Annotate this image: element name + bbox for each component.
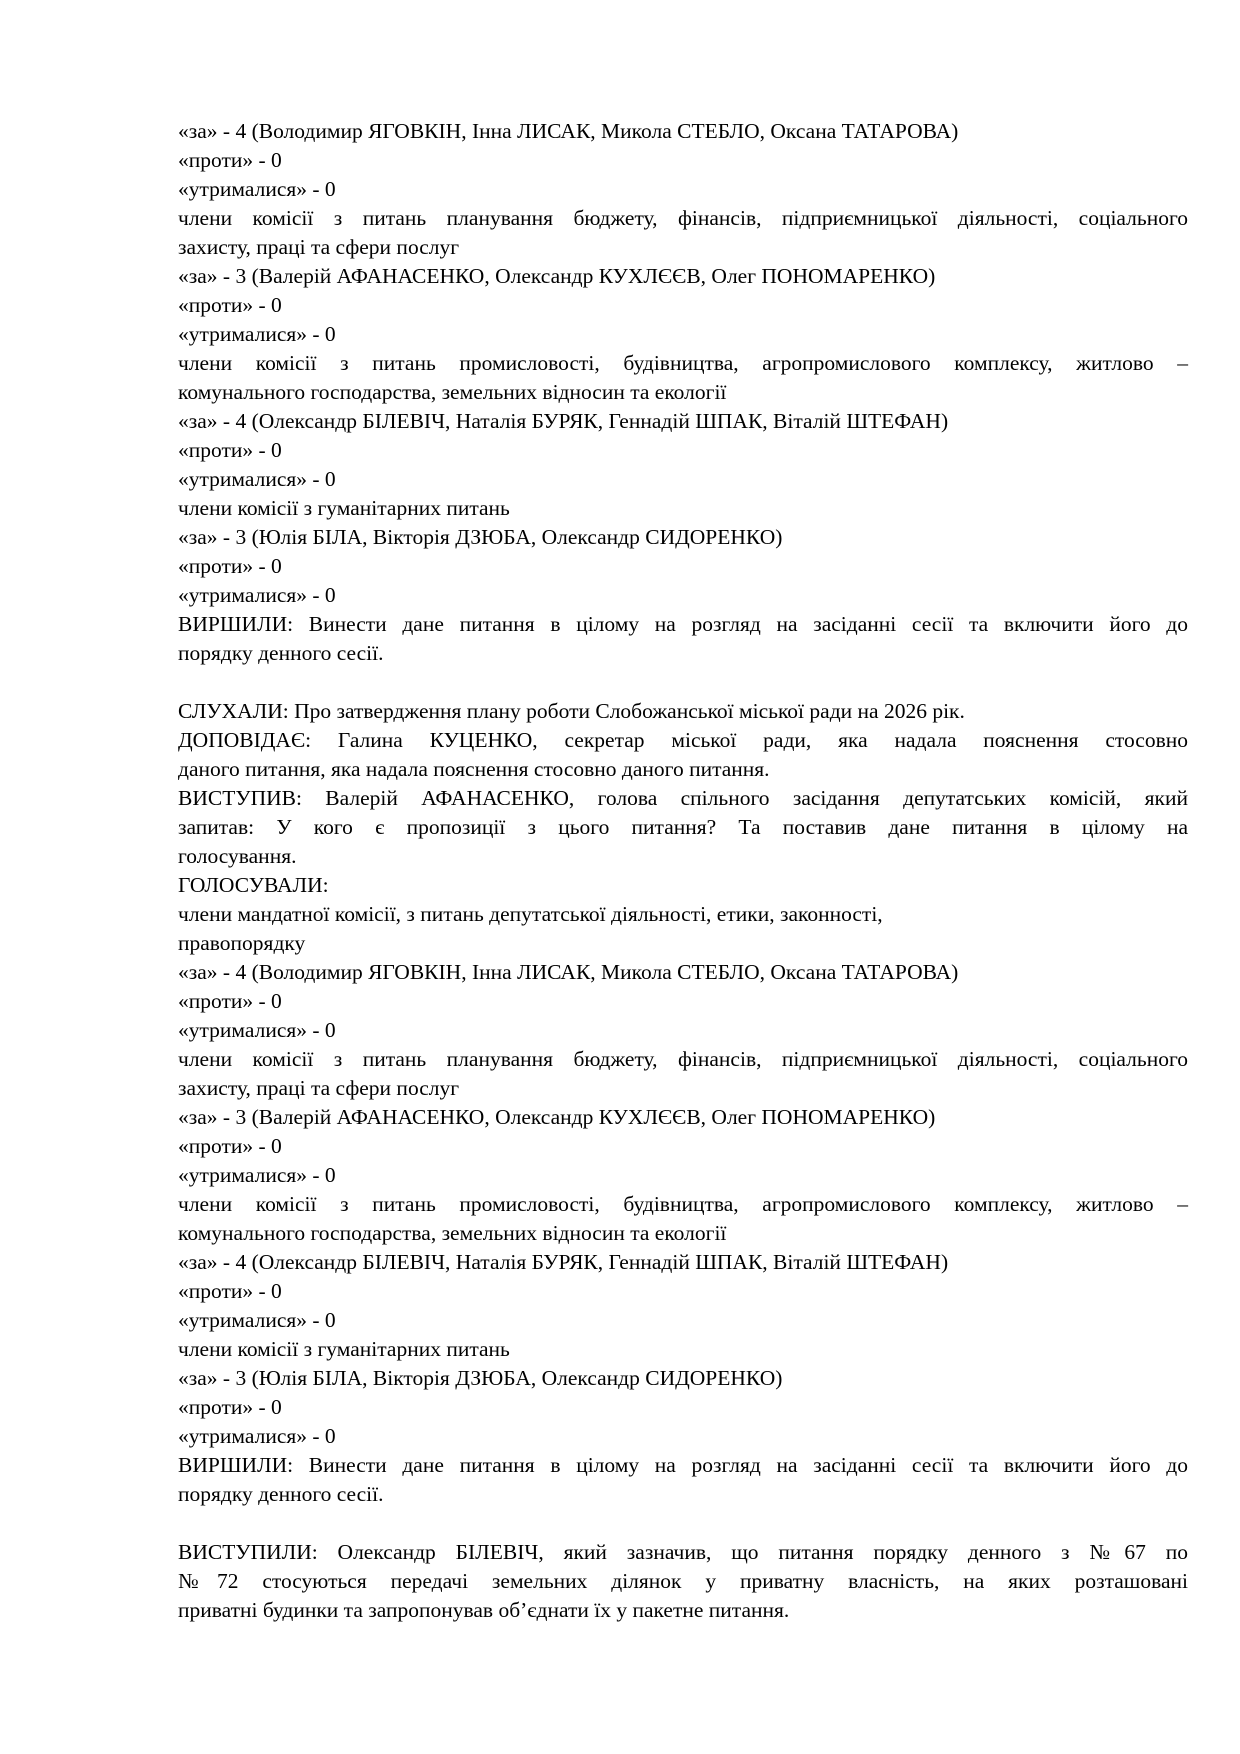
text-line: члени комісії з питань промисловості, будівництва, агропромислового комплексу, житлово – [178,1192,1188,1216]
text-line: «утрималися» - 0 [178,583,336,607]
text-line: «утрималися» - 0 [178,1018,336,1042]
text-line: «проти» - 0 [178,1395,282,1419]
text-line: «утрималися» - 0 [178,467,336,491]
text-line: члени комісії з питань промисловості, будівництва, агропромислового комплексу, житлово – [178,351,1188,375]
text-line: «проти» - 0 [178,293,282,317]
text-line: «за» - 3 (Валерій АФАНАСЕНКО, Олександр КУХЛЄЄВ, Олег ПОНОМАРЕНКО) [178,1105,936,1129]
text-line: СЛУХАЛИ: Про затвердження плану роботи Слобожанської міської ради на 2026 рік. [178,699,965,723]
text-line: «за» - 3 (Валерій АФАНАСЕНКО, Олександр КУХЛЄЄВ, Олег ПОНОМАРЕНКО) [178,264,936,288]
text-line: «за» - 3 (Юлія БІЛА, Вікторія ДЗЮБА, Олександр СИДОРЕНКО) [178,1366,783,1390]
text-line: члени комісії з питань планування бюджету, фінансів, підприємницької діяльності, соціального [178,1047,1188,1071]
text-line: «за» - 3 (Юлія БІЛА, Вікторія ДЗЮБА, Олександр СИДОРЕНКО) [178,525,783,549]
paragraph-gap [178,1509,1188,1538]
text-line: «утрималися» - 0 [178,1163,336,1187]
document-body [178,117,1188,1625]
text-line: «проти» - 0 [178,1134,282,1158]
text-line: даного питання, яка надала пояснення стосовно даного питання. [178,757,770,781]
text-line: комунального господарства, земельних відносин та екології [178,380,727,404]
text-line: захисту, праці та сфери послуг [178,235,460,259]
text-line: порядку денного сесії. [178,641,384,665]
text-line: ГОЛОСУВАЛИ: [178,873,329,897]
text-line: «проти» - 0 [178,989,282,1013]
text-line: захисту, праці та сфери послуг [178,1076,460,1100]
text-line: «проти» - 0 [178,554,282,578]
text-line: приватні будинки та запропонував об’єднати їх у пакетне питання. [178,1598,790,1622]
text-line: запитав: У кого є пропозиції з цього питання? Та поставив дане питання в цілому на [178,815,1188,839]
text-line: «за» - 4 (Володимир ЯГОВКІН, Інна ЛИСАК, Микола СТЕБЛО, Оксана ТАТАРОВА) [178,960,959,984]
text-line: «утрималися» - 0 [178,1308,336,1332]
text-line: ДОПОВІДАЄ: Галина КУЦЕНКО, секретар міської ради, яка надала пояснення стосовно [178,728,1188,752]
text-line: голосування. [178,844,297,868]
text-line: №72 стосуються передачі земельних ділянок у приватну власність, на яких розташовані [178,1569,1188,1593]
text-line: «проти» - 0 [178,1279,282,1303]
text-line: члени комісії з гуманітарних питань [178,1337,510,1361]
text-line: «утрималися» - 0 [178,1424,336,1448]
text-line: «за» - 4 (Олександр БІЛЕВІЧ, Наталія БУРЯК, Геннадій ШПАК, Віталій ШТЕФАН) [178,1250,949,1274]
text-line: «утрималися» - 0 [178,177,336,201]
paragraph-gap [178,668,1188,697]
text-line: «за» - 4 (Володимир ЯГОВКІН, Інна ЛИСАК, Микола СТЕБЛО, Оксана ТАТАРОВА) [178,119,959,143]
text-line: правопорядку [178,931,306,955]
text-line: члени мандатної комісії, з питань депутатської діяльності, етики, законності, [178,902,883,926]
text-line: «проти» - 0 [178,438,282,462]
text-line: ВИСТУПИВ: Валерій АФАНАСЕНКО, голова спільного засідання депутатських комісій, який [178,786,1188,810]
text-line: комунального господарства, земельних відносин та екології [178,1221,727,1245]
text-line: «проти» - 0 [178,148,282,172]
text-line: члени комісії з питань планування бюджету, фінансів, підприємницької діяльності, соціального [178,206,1188,230]
text-line: порядку денного сесії. [178,1482,384,1506]
text-line: «утрималися» - 0 [178,322,336,346]
text-line: ВИРШИЛИ: Винести дане питання в цілому на розгляд на засіданні сесії та включити його до [178,612,1188,636]
text-line: «за» - 4 (Олександр БІЛЕВІЧ, Наталія БУРЯК, Геннадій ШПАК, Віталій ШТЕФАН) [178,409,949,433]
text-line: члени комісії з гуманітарних питань [178,496,510,520]
text-line: ВИРШИЛИ: Винести дане питання в цілому на розгляд на засіданні сесії та включити його до [178,1453,1188,1477]
text-line: ВИСТУПИЛИ: Олександр БІЛЕВІЧ, який зазначив, що питання порядку денного з №67 по [178,1540,1188,1564]
